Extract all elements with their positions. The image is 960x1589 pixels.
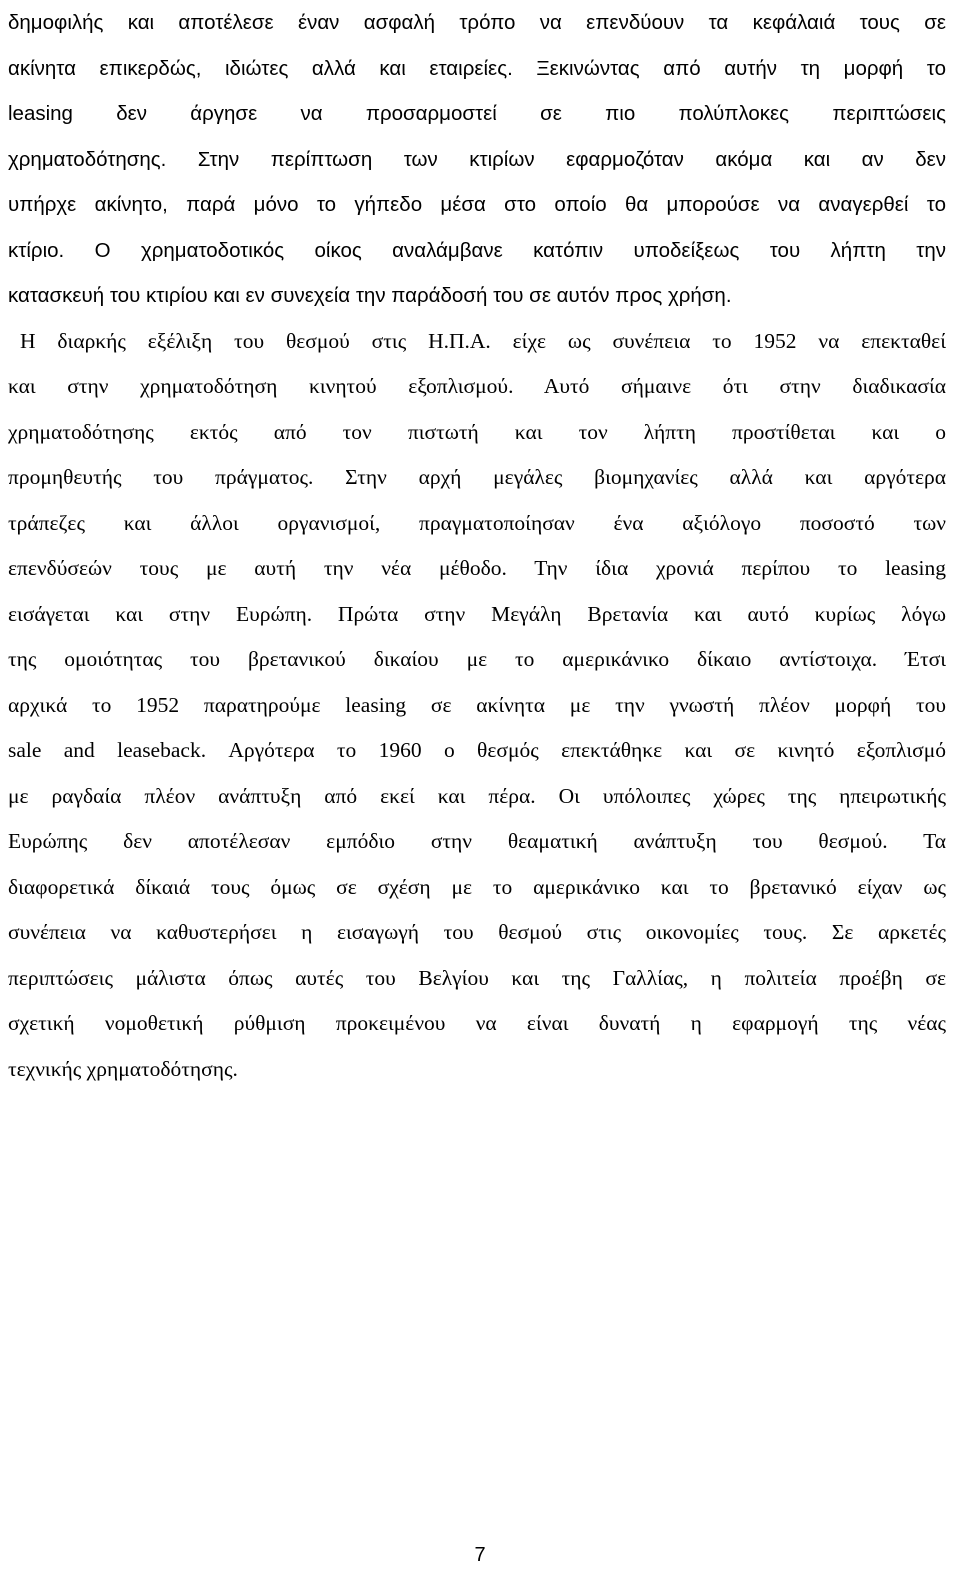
text-line: υπήρχε ακίνητο, παρά μόνο το γήπεδο μέσα στο οποίο θα μπορούσε να αναγερθεί το <box>8 193 946 216</box>
paragraph-2 <box>8 319 946 1093</box>
page-number: 7 <box>474 1544 486 1566</box>
text-line: ακίνητα επικερδώς, ιδιώτες αλλά και εταιρείες. Ξεκινώντας από αυτήν τη μορφή το <box>8 56 946 80</box>
text-line: sale and leaseback. Αργότερα το 1960 ο θεσμός επεκτάθηκε και σε κινητό εξοπλισμό <box>8 738 946 762</box>
text-line: τράπεζες και άλλοι οργανισμοί, πραγματοποίησαν ένα αξιόλογο ποσοστό των <box>8 510 946 535</box>
text-line: εισάγεται και στην Ευρώπη. Πρώτα στην Μεγάλη Βρετανία και αυτό κυρίως λόγω <box>8 601 946 626</box>
text-line: επενδύσεών τους με αυτή την νέα μέθοδο. Την ίδια χρονιά περίπου το leasing <box>8 556 946 580</box>
text-line: Ευρώπης δεν αποτέλεσαν εμπόδιο στην θεαματική ανάπτυξη του θεσμού. Τα <box>8 829 946 853</box>
text-line: κατασκευή του κτιρίου και εν συνεχεία την παράδοσή του σε αυτόν προς χρήση. <box>8 284 732 307</box>
text-line: κτίριο. Ο χρηματοδοτικός οίκος αναλάμβανε κατόπιν υποδείξεως του λήπτη την <box>8 238 946 262</box>
text-line: σχετική νομοθετική ρύθμιση προκειμένου να είναι δυνατή η εφαρμογή της νέας <box>8 1011 946 1035</box>
text-line: δημοφιλής και αποτέλεσε έναν ασφαλή τρόπο να επενδύουν τα κεφάλαιά τους σε <box>8 11 946 34</box>
text-line: προμηθευτής του πράγματος. Στην αρχή μεγάλες βιομηχανίες αλλά και αργότερα <box>8 465 946 489</box>
text-line: αρχικά το 1952 παρατηρούμε leasing σε ακίνητα με την γνωστή πλέον μορφή του <box>8 692 946 717</box>
text-line: Η διαρκής εξέλιξη του θεσμού στις Η.Π.Α. είχε ως συνέπεια το 1952 να επεκταθεί <box>20 328 946 353</box>
text-line: με ραγδαία πλέον ανάπτυξη από εκεί και πέρα. Οι υπόλοιπες χώρες της ηπειρωτικής <box>8 783 946 808</box>
text-line: περιπτώσεις μάλιστα όπως αυτές του Βελγίου και της Γαλλίας, η πολιτεία προέβη σε <box>8 965 946 990</box>
text-line: τεχνικής χρηματοδότησης. <box>8 1056 238 1081</box>
text-line: συνέπεια να καθυστερήσει η εισαγωγή του θεσμού στις οικονομίες τους. Σε αρκετές <box>8 920 946 944</box>
text-line: χρηματοδότησης εκτός από τον πιστωτή και τον λήπτη προστίθεται και ο <box>8 419 946 444</box>
text-line: διαφορετικά δίκαιά τους όμως σε σχέση με το αμερικάνικο και το βρετανικό είχαν ως <box>8 874 946 899</box>
text-line: της ομοιότητας του βρετανικού δικαίου με το αμερικάνικο δίκαιο αντίστοιχα. Έτσι <box>8 647 946 671</box>
paragraph-1 <box>8 0 946 319</box>
text-line: και στην χρηματοδότηση κινητού εξοπλισμού. Αυτό σήμαινε ότι στην διαδικασία <box>8 374 946 398</box>
text-line: χρηματοδότησης. Στην περίπτωση των κτιρίων εφαρμοζόταν ακόμα και αν δεν <box>8 147 946 171</box>
document-body <box>8 0 946 1092</box>
text-line: leasing δεν άργησε να προσαρμοστεί σε πιο πολύπλοκες περιπτώσεις <box>8 102 946 125</box>
